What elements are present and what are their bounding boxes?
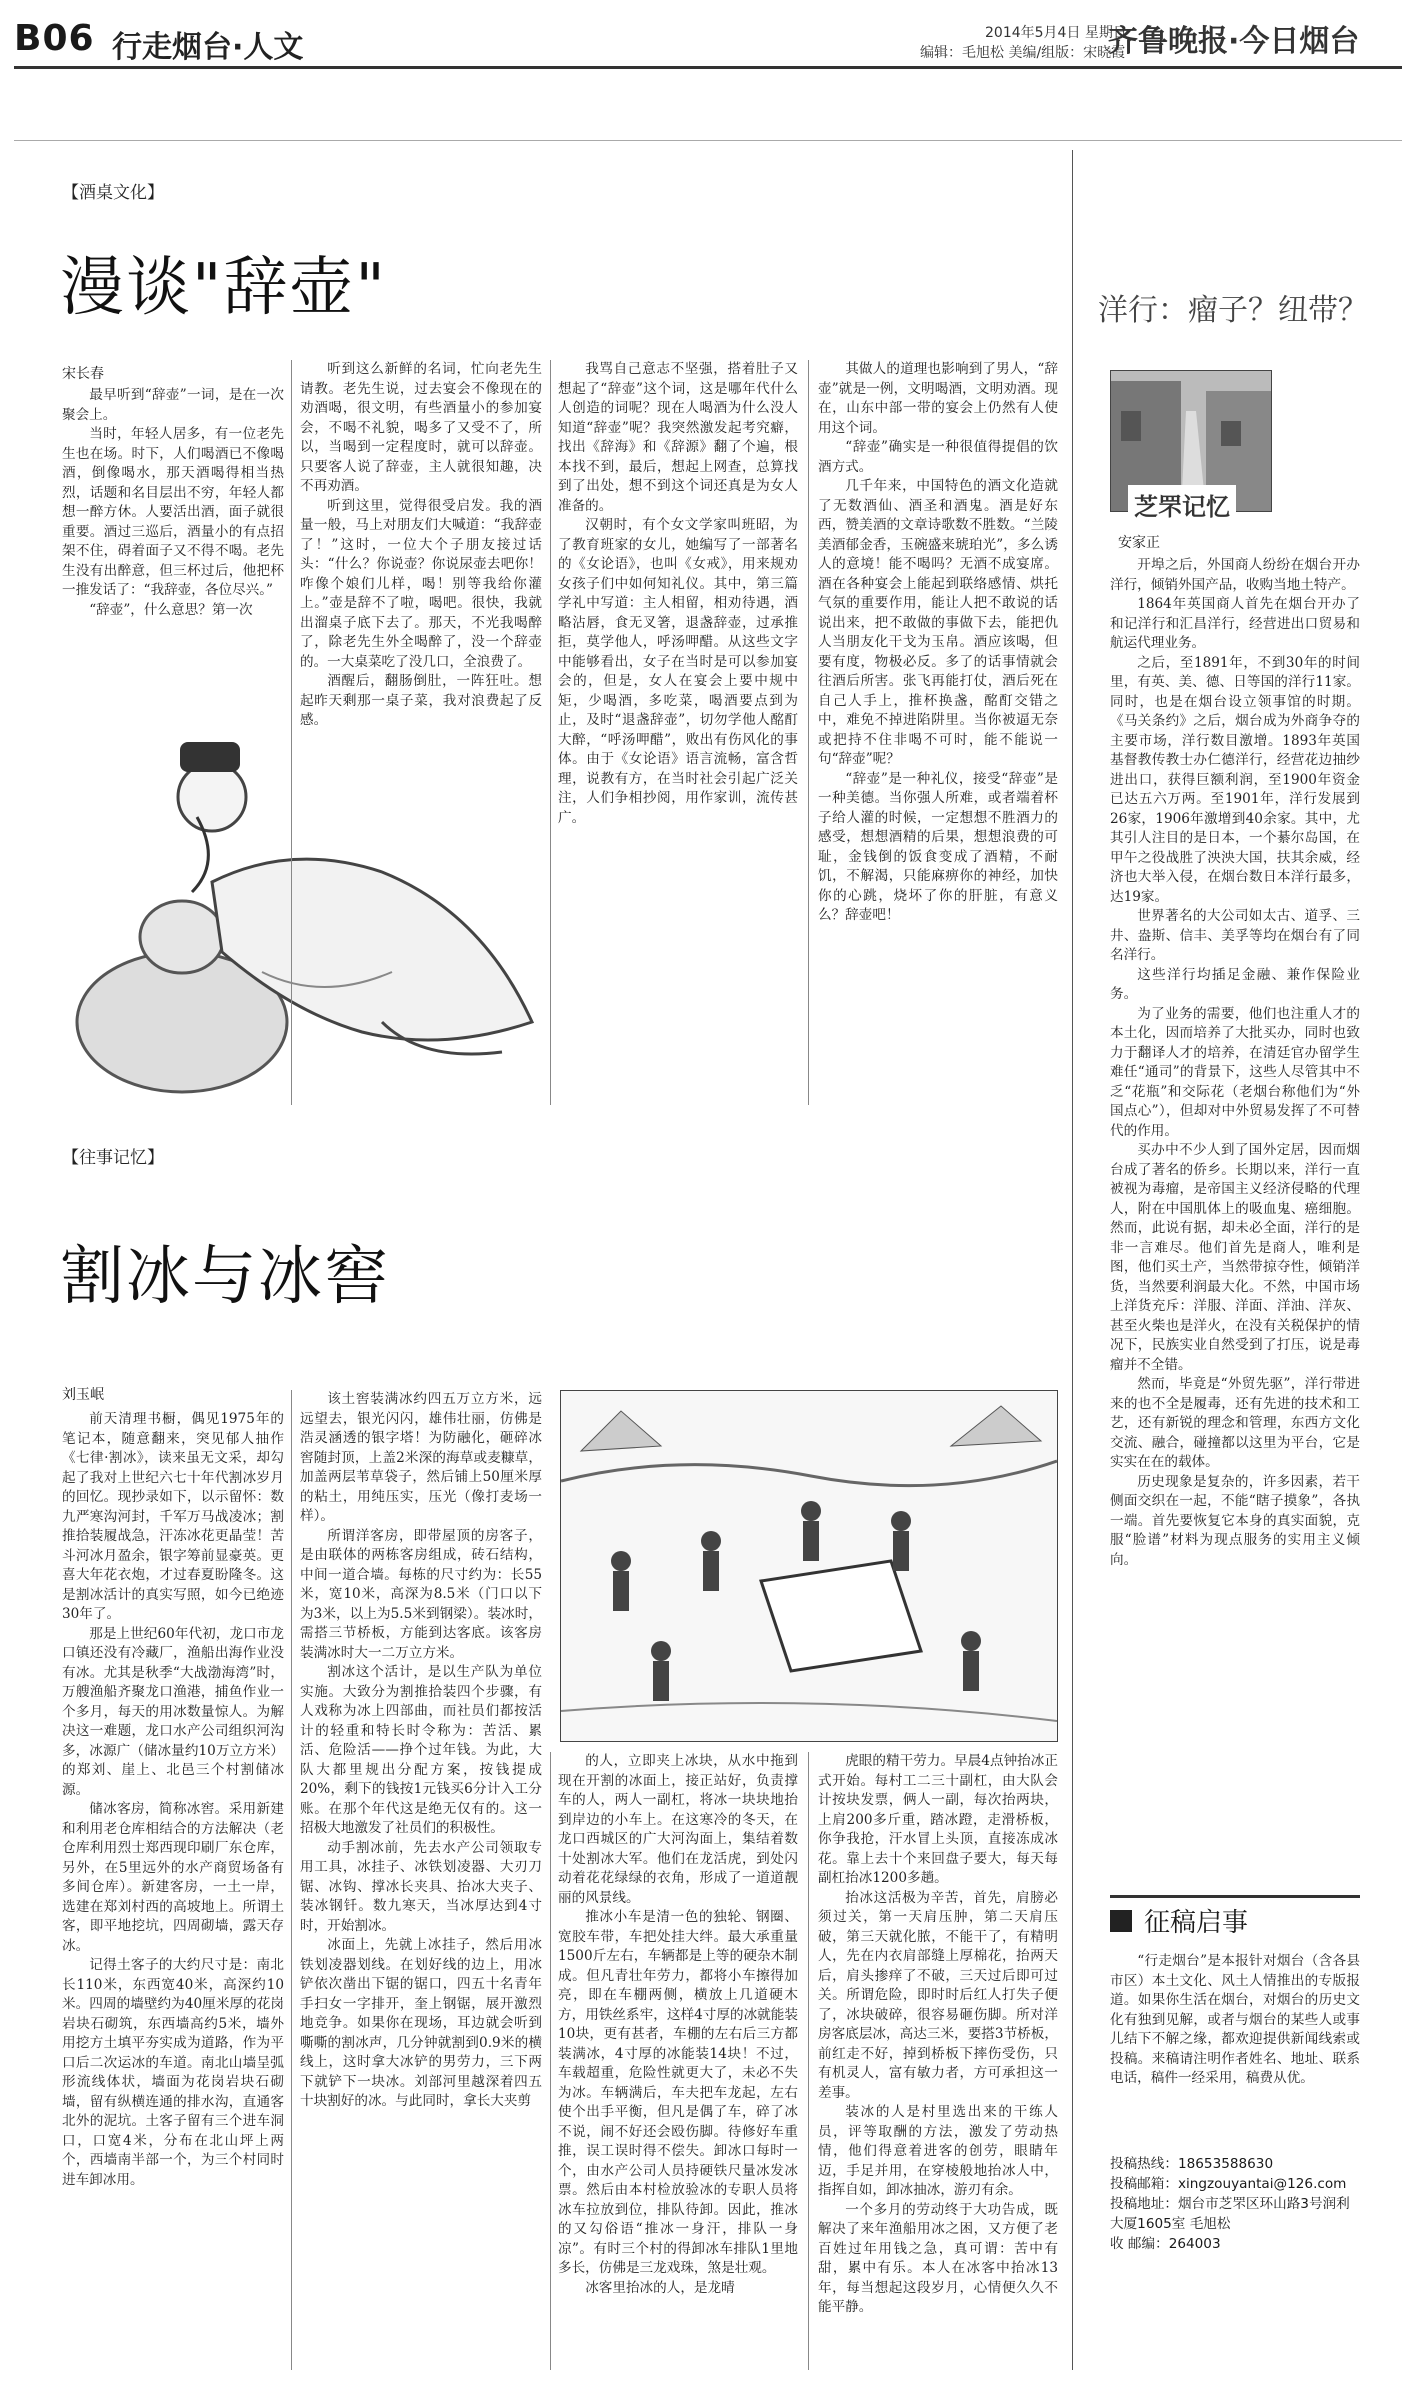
paragraph: 割冰这个活计，是以生产队为单位实施。大致分为割推拾装四个步骤，有人戏称为冰上四部曲，而社员们都按活计的轻重和特长时令称为：苦活、累活、危险活——挣个过年钱。为此，大队大都里规出分配方案，按钱提成20%，剩下的钱按1元钱买6分计入工分账。在那个年代这是绝无仅有的。这一招极大地激发了社员们的积极性。 [300,1664,542,1836]
paragraph: 虎眼的精干劳力。早晨4点钟抬冰正式开始。每村工二三十副杠，由大队会计按块发票，俩人一副，每次抬两块，上肩200多斤重，踏冰蹬，走滑桥板，你争我抢，汗水冒上头顶，直接冻成冰花。靠上去十个来回盘子要大，每天每副杠抬冰1200多趟。 [818,1753,1058,1886]
section-name: 行走烟台·人文 [112,30,304,65]
notice-square-icon [1110,1910,1132,1932]
article2-column-1 [62,1410,284,2370]
paragraph: 听到这么新鲜的名词，忙向老先生请教。老先生说，过去宴会不像现在的劝酒喝，很文明，有些酒量小的参加宴会，不喝不礼貌，喝多了又受不了，所以，当喝到一定程度时，就可以辞壶。只要客人说了辞壶，主人就很知趣，决不再劝酒。 [300,361,542,494]
paragraph: 买办中不少人到了国外定居，因而烟台成了著名的侨乡。长期以来，洋行一直被视为毒瘤，是帝国主义经济侵略的代理人，附在中国肌体上的吸血鬼、癌细胞。然而，此说有据，却未必全面，洋行的是非一言难尽。他们首先是商人，唯利是图，他们买土产，当然带掠夺性，倾销洋货，当然要利润最大化。不然，中国市场上洋货充斥：洋服、洋面、洋油、洋灰、甚至火柴也是洋火，在没有关税保护的情况下，民族实业自然受到了打压，说是毒瘤并不全错。 [1110,1142,1360,1373]
paragraph: 一个多月的劳动终于大功告成，既解决了来年渔船用冰之困，又方便了老百姓过年用钱之急，真可谓：苦中有甜，累中有乐。本人在冰客中抬冰13年，每当想起这段岁月，心情便久久不能平静。 [818,2201,1058,2315]
paragraph: 我骂自己意志不坚强，搭着肚子又想起了“辞壶”这个词，这是哪年代什么人创造的词呢？现在人喝酒为什么没人知道“辞壶”呢？我突然激发起考究癖，找出《辞海》和《辞源》翻了个遍，根本找不到，最后，想起上网查，总算找到了出处，想不到这个词还真是为女人准备的。 [558,361,798,514]
page-number: B06 [14,18,95,59]
notice-text-block [1110,1952,1360,2152]
paragraph: 动手割冰前，先去水产公司领取专用工具，冰挂子、冰铁划凌器、大刃刀锯、冰钩、撑冰长夹具、抬冰大夹子、装冰钢钎。数九寒天，当冰厚达到4寸时，开始割冰。 [300,1839,542,1934]
notice-email: 投稿邮箱：xingzouyantai@126.com [1110,2176,1347,2192]
article2-kicker: 【往事记忆】 [62,1148,164,1168]
paragraph: 冰客里抬冰的人，是龙晴 [585,2279,735,2296]
sidebar-title: 洋行：瘤子？纽带？ [1098,293,1368,328]
column-divider [808,360,809,1105]
notice-rule [1110,1895,1360,1898]
article1-author: 宋长春 [62,366,104,382]
column-name-badge: 芝罘记忆 [1128,485,1236,524]
newspaper-brand: 齐鲁晚报·今日烟台 [1108,24,1360,59]
paragraph: “辞壶”，什么意思？第一次 [89,601,253,618]
article1-column-1 [62,386,284,716]
sidebar-author: 安家正 [1118,535,1160,551]
ice-cutting-illustration [560,1390,1058,1742]
paragraph: 那是上世纪60年代初，龙口市龙口镇还没有冷藏厂，渔船出海作业没有冰。尤其是秋季“大战渤海湾”时，万艘渔船齐聚龙口渔港，捕鱼作业一个多月，每天的用冰数量惊人。为解决这一难题，龙口水产公司组织河沟多，冰源广（储冰量约10万立方米）的郑刘、崖上、北邑三个村割储冰源。 [62,1625,284,1798]
notice-title: 征稿启事 [1144,1908,1249,1938]
paragraph: 抬冰这活极为辛苦，首先，肩膀必须过关，第一天肩压肿，第二天肩压破，第三天就化脓，不能干了，有精明人，先在内衣肩部缝上厚棉花，抬两天后，肩头掺痒了不破，三天过后即可过关。所谓危险，即时时后红人打失子便了，冰块破碎，很容易砸伤脚。所对洋房客底层冰，高达三米，要搭3节桥板，前红走不好，掉到桥板下摔伤受伤，只有机灵人，富有敏力者，方可承担这一差事。 [818,1889,1058,2101]
paragraph: 汉朝时，有个女文学家叫班昭，为了教育班家的女儿，她编写了一部著名的《女论语》，也叫《女戒》，用来规劝女孩子们中如何知礼仪。其中，第三篇学礼中写道：主人相留，相劝待遇，酒略沾唇，食无叉箸，退盏辞壶，过承推拒，莫学他人，呼汤呷醋。从这些文字中能够看出，女子在当时是可以参加宴会的，但是，女人在宴会上要中规中矩，少喝酒，多吃菜，喝酒要点到为止，及时“退盏辞壶”，切勿学他人酩酊大醉，“呼汤呷醋”，败出有伤风化的事体。由于《女论语》语言流畅，富含哲理，说教有方，在当时社会引起广泛关注，人们争相抄阅，用作家训，流传甚广。 [558,517,798,826]
notice-header [1110,1902,1360,1942]
notice-zip: 收 邮编：264003 [1110,2236,1221,2252]
article1-column-4 [818,360,1058,1100]
paragraph: 几千年来，中国特色的酒文化造就了无数酒仙、酒圣和酒鬼。酒是好东西，赞美酒的文章诗歌数不胜数。“兰陵美酒郁金香，玉碗盛来琥珀光”，多么诱人的意境！能不喝吗？无酒不成宴席。酒在各种宴会上能起到联络感情、烘托气氛的重要作用，能让人把不敢说的话说出来，把不敢做的事做下去，能把仇人当朋友化干戈为玉帛。酒应该喝，但要有度，物极必反。多了的话事情就会往酒后所害。张飞再能打仗，酒后死在自己人手上，推杯换盏，酩酊交错之中，难免不掉进陷阱里。当你被逼无奈或把持不住非喝不可时，能不能说一句“辞壶”呢？ [818,478,1058,767]
paragraph: 最早听到“辞壶”一词，是在一次聚会上。 [62,387,284,423]
paragraph: 这些洋行均插足金融、兼作保险业务。 [1110,966,1360,1002]
notice-contacts [1110,2154,1360,2254]
column-divider [808,1752,809,2370]
paragraph: 为了业务的需要，他们也注重人才的本土化，因而培养了大批买办，同时也致力于翻译人才的培养，在清廷官办留学生难任“通司”的背景下，这些人尽管其中不乏“花瓶”和交际花（老烟台称他们为“外国点心”），但却对中外贸易发挥了不可替代的作用。 [1110,1005,1360,1139]
editors-line: 编辑：毛旭松 美编/组版：宋晓霞 [920,45,1126,61]
article2-column-3 [558,1752,798,2370]
paragraph: 开埠之后，外国商人纷纷在烟台开办洋行，倾销外国产品，收购当地土特产。 [1110,557,1360,593]
sidebar-divider [1072,150,1073,2370]
paragraph: 推冰小车是清一色的独轮、钢圈、宽胶车带，车把处挂大绊。最大承重量1500斤左右，车辆都是上等的硬杂木制成。但凡青壮年劳力，都将小车擦得加亮，即在车棚两侧，横放上几道硬木方，用铁丝系牢，这样4寸厚的冰就能装10块，更有甚者，车棚的左右后三方都装满冰，4寸厚的冰能装14块！不过，车载超重，危险性就更大了，未必不失为冰。车辆满后，车夫把车龙起，左右使个出手平衡，但凡是偶了车，碎了冰不说，闹不好还会殴伤脚。待修好车重推，误工误时得不偿失。卸冰口每时一个，由水产公司人员持硬铁尺量冰发冰票。然后由本村检放验冰的专职人员将冰车拉放到位，排队待卸。因此，推冰的又勾俗语“推冰一身汗，排队一身凉”。有时三个村的得卸冰车排队1里地多长，仿佛是三龙戏珠，煞是壮观。 [558,1909,798,2276]
paragraph: 1864年英国商人首先在烟台开办了和记洋行和汇昌洋行，经营进出口贸易和航运代理业务。 [1110,596,1360,651]
paragraph: 然而，毕竟是“外贸先驱”，洋行带进来的也不全是履毒，还有先进的技术和工艺，还有新锐的理念和管理，东西方文化交流、融合，碰撞都以这里为平台，它是实实在在的载体。 [1110,1376,1360,1470]
notice-address: 投稿地址：烟台市芝罘区环山路3号润利大厦1605室 毛旭松 [1110,2196,1350,2232]
paragraph: “辞壶”是一种礼仪，接受“辞壶”是一种美德。当你强人所难，或者端着杯子给人灌的时候，一定想想不胜酒力的感受，想想酒精的后果，想想浪费的可耻，金钱倒的饭食变成了酒精，不耐饥，不解渴，只能麻痹你的神经，加快你的心跳，烧坏了你的肝脏，有意义么？辞壶吧！ [818,770,1058,923]
paragraph: 前天清理书橱，偶见1975年的笔记本，随意翻来，突见郁人抽作《七律·割冰》，读来虽无文采，却勾起了我对上世纪六七十年代割冰岁月的回忆。现抄录如下，以示留怀：数九严寒沟河封，千军万马战凌冰；割推拾装履战急，汗冻冰花更晶莹！苦斗河冰月盈余，银字筹前显豪英。更喜大年花衣炮，才过春夏盼隆冬。这是割冰活计的真实写照，如今已绝迹30年了。 [62,1411,284,1622]
paragraph: 之后，至1891年，不到30年的时间里，有英、美、德、日等国的洋行11家。同时，也是在烟台设立领事馆的时期。《马关条约》之后，烟台成为外商争夺的主要市场，洋行数目激增。1893年英国基督教传教士办仁德洋行，经营花边抽纱进出口，获得巨额利润，至1900年资金已达五六万两。至1901年，洋行发展到26家，1906年激增到40余家。其中，尤其引人注目的是日本，一个綦尔岛国，在甲午之役战胜了泱泱大国，扶其余威，经济也大举入侵，在烟台数日本洋行最多，达19家。 [1110,654,1360,905]
paragraph: 的人，立即夹上冰块，从水中拖到现在开割的冰面上，接正站好，负责撑车的人，两人一副杠，将冰一块块地抬到岸边的小车上。在这寒冷的冬天，在龙口西城区的广大河沟面上，集结着数十处割冰大军。他们在龙活虎，到处闪动着花花绿绿的衣角，形成了一道道靓丽的风景线。 [558,1753,798,1906]
paragraph: 其做人的道理也影响到了男人，“辞壶”就是一例，文明喝酒，文明劝酒。现在，山东中部一带的宴会上仍然有人使用这个词。 [818,361,1058,436]
paragraph: 冰面上，先就上冰挂子，然后用冰铁划凌器划线。在划好线的边上，用冰铲依次凿出下锯的锯口，四五十名青年手扫女一字排开，奎上钢锯，展开激烈地竞争。如果你在现场，耳边就会听到嘶嘶的割冰声，几分钟就割到0.9米的横线上，这时拿大冰铲的男劳力，三下两下就铲下一块冰。刘部河里越深着四五十块割好的冰。与此同时，拿长大夹剪 [300,1937,542,2109]
paragraph: 该土窖装满冰约四五万立方米，远远望去，银光闪闪，雄伟壮丽，仿佛是浩灵涵透的银字塔！为防融化，砸碎冰窖随封顶，上盖2米深的海草或麦糠草，加盖两层苇草袋子，然后铺上50厘米厚的粘土，用纯压实，压光（像打麦场一样）。 [300,1391,542,1524]
paragraph: 酒醒后，翻肠倒肚，一阵狂吐。想起昨天剩那一桌子菜，我对浪费起了反感。 [300,673,542,728]
column-divider [550,1752,551,2370]
article2-column-2 [300,1390,542,2370]
sidebar-article-text [1110,556,1360,1886]
paragraph: 储冰客房，简称冰窖。采用新建和利用老仓库相结合的方法解决（老仓库利用烈士郑西现印刷厂东仓库，另外，在5里远外的水产商贸场备有多间仓库）。新建客房，一土一岸，选建在郑刘村西的高坡地上。所谓土客，即平地挖坑，四周砌墙，露天存冰。 [62,1801,284,1954]
paragraph: “辞壶”确实是一种很值得提倡的饮酒方式。 [818,439,1058,475]
paragraph: 历史现象是复杂的，许多因素，若干侧面交织在一起，不能“瞎子摸象”，各执一端。首先要恢复它本身的真实面貌，克服“脸谱”材料为现点服务的实用主义倾向。 [1110,1473,1360,1568]
header-thin-rule [14,140,1402,141]
date-line: 2014年5月4日 星期日 [985,25,1127,41]
paragraph: 所谓洋客房，即带屋顶的房客子，是由联体的两栋客房组成，砖石结构，中间一道合墙。每栋的尺寸约为：长55米，宽10米，高深为8.5米（门口以下为3米，以上为5.5米到钢梁）。装冰时，需搭三节桥板，方能到达客底。该客房装满冰时大一二万立方米。 [300,1527,542,1661]
article1-column-3 [558,360,798,1080]
paragraph: 听到这里，觉得很受启发。我的酒量一般，马上对朋友们大喊道：“我辞壶了！”这时，一位大个子朋友接过话头：“什么？你说壶？你说尿壶去吧你！咋像个娘们儿样，喝！别等我给你灌上。”壶是辞不了啦，喝吧。很快，我就出溜桌子底下去了。那天，不光我喝醉了，除老先生外全喝醉了，没一个辞壶的。一大桌菜吃了没几口，全浪费了。 [300,497,542,670]
notice-body: “行走烟台”是本报针对烟台（含各县市区）本土文化、风土人情推出的专版报道。如果你生活在烟台，对烟台的历史文化有独到见解，或者与烟台的某些人或事儿结下不解之缘，都欢迎提供新闻线索或投稿。来稿请注明作者姓名、地址、联系电话，稿件一经采用，稿费从优。 [1110,1953,1360,2086]
header-rule [14,66,1402,69]
paragraph: 装冰的人是村里选出来的干练人员，评等取酬的方法，激发了劳动热情，他们得意着进客的创劳，眼睛年迈，手足并用，在穿棱般地抬冰人中，指挥自如，卸冰抽冰，游刃有余。 [818,2104,1058,2198]
paragraph: 世界著名的大公司如太古、道孚、三井、盎斯、信丰、美孚等均在烟台有了同名洋行。 [1110,908,1360,963]
drunken-scholar-illustration [62,722,562,1102]
article1-title: 漫谈"辞壶" [60,251,387,325]
article1-kicker: 【酒桌文化】 [62,183,164,203]
column-divider [550,360,551,1105]
notice-hotline: 投稿热线：18653588630 [1110,2156,1274,2172]
article2-column-4 [818,1752,1058,2370]
paragraph: 当时，年轻人居多，有一位老先生也在场。时下，人们喝酒已不像喝酒，倒像喝水，那天酒喝得相当热烈，话题和名目层出不穷，年轻人都想一醉方休。人要活出酒，面子就很重要。酒过三巡后，酒量小的有点招架不住，碍着面子又不得不喝。老先生没有出醉意，但三杯过后，他把杯一推发话了：“我辞壶，各位尽兴。” [62,426,284,598]
column-divider [291,360,292,1105]
paragraph: 记得土客子的大约尺寸是：南北长110米，东西宽40米，高深约10米。四周的墙壁约为40厘米厚的花岗岩块石砌筑，东西墙高约5米，墙外用挖方土填平夯实成为道路，作为平口后二次运冰的车道。南北山墙呈弧形流线体状，墙面为花岗岩块石砌墙，留有纵横连通的排水沟，直通客北外的泥坑。土客子留有三个进车洞口，口宽4米，分布在北山坪上两个，西墙南半部一个，为三个村同时进车卸冰用。 [62,1957,284,2188]
article2-title: 割冰与冰窖 [60,1240,390,1314]
article2-author: 刘玉岷 [62,1387,104,1403]
column-divider [291,1390,292,2370]
